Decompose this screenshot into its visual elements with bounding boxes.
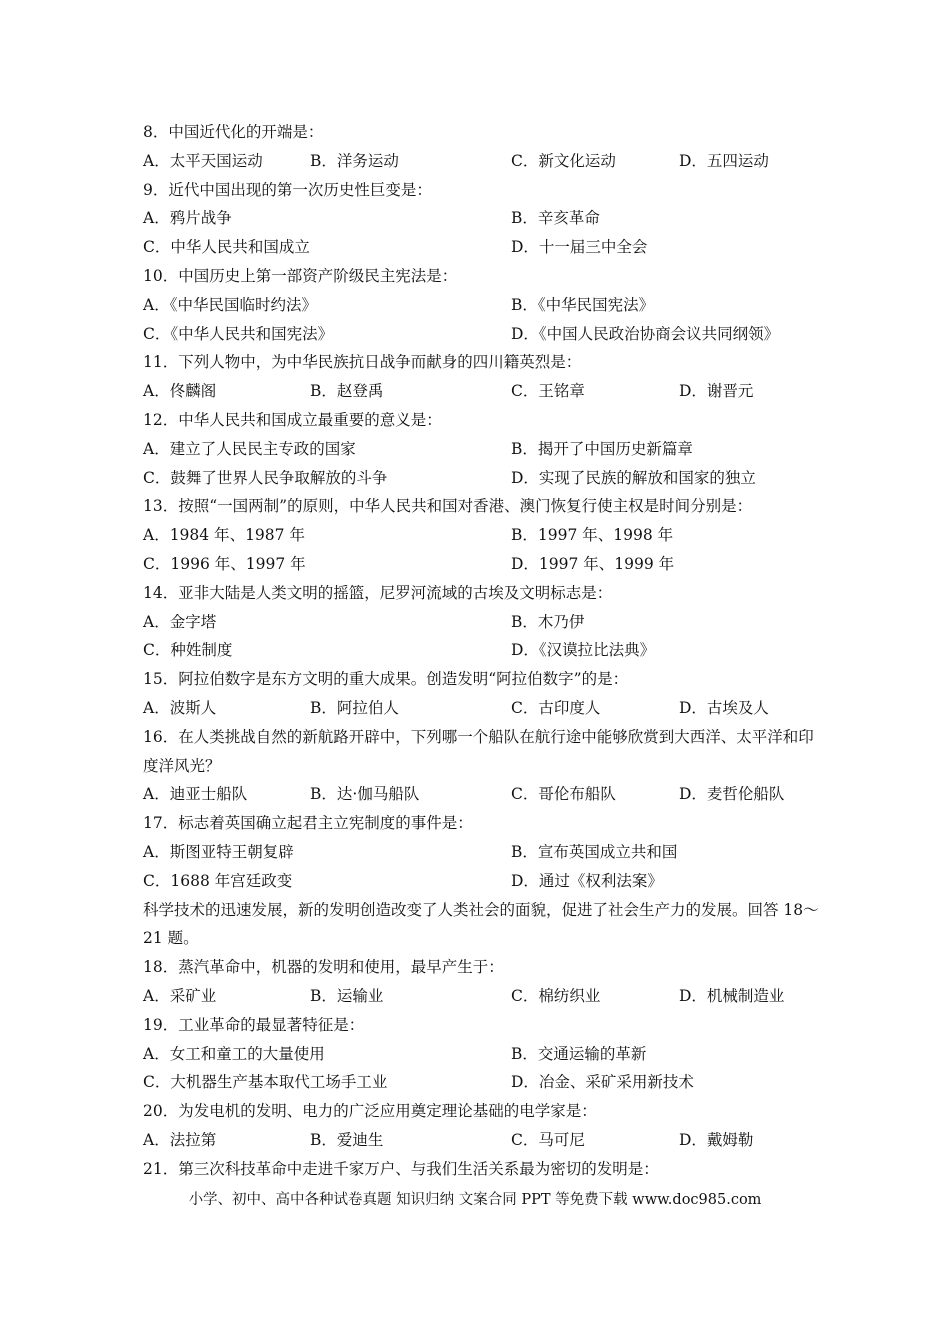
answer-option: B．阿拉伯人 bbox=[310, 698, 399, 717]
question-stem: 18．蒸汽革命中，机器的发明和使用，最早产生于： bbox=[143, 958, 504, 977]
answer-option: D．《汉谟拉比法典》 bbox=[511, 641, 656, 660]
answer-option: D．谢晋元 bbox=[679, 382, 754, 401]
options-row bbox=[143, 694, 823, 723]
answer-option: D．《中国人民政治协商会议共同纲领》 bbox=[511, 324, 780, 343]
question-stem: 16．在人类挑战自然的新航路开辟中，下列哪一个船队在航行途中能够欣赏到大西洋、太平洋和印度洋风光？ bbox=[143, 727, 814, 775]
answer-option: C．新文化运动 bbox=[511, 151, 616, 170]
answer-option: C．种姓制度 bbox=[143, 641, 233, 660]
answer-option: A．金字塔 bbox=[143, 612, 217, 631]
question-list bbox=[143, 118, 823, 1183]
options-row bbox=[143, 636, 823, 665]
question-stem: 12．中华人民共和国成立最重要的意义是： bbox=[143, 410, 442, 429]
answer-option: D．古埃及人 bbox=[679, 698, 769, 717]
answer-option: B．达·伽马船队 bbox=[310, 785, 420, 804]
answer-option: D．麦哲伦船队 bbox=[679, 785, 785, 804]
question-stem: 21．第三次科技革命中走进千家万户、与我们生活关系最为密切的发明是： bbox=[143, 1159, 659, 1178]
answer-option: A．斯图亚特王朝复辟 bbox=[143, 842, 294, 861]
options-row bbox=[143, 233, 823, 262]
options-row bbox=[143, 608, 823, 637]
question-stem: 8．中国近代化的开端是： bbox=[143, 123, 324, 141]
answer-option: C．哥伦布船队 bbox=[511, 785, 616, 804]
answer-option: B．爱迪生 bbox=[310, 1130, 384, 1149]
answer-option: D．机械制造业 bbox=[679, 986, 785, 1005]
answer-option: B．洋务运动 bbox=[310, 151, 399, 170]
answer-option: A．鸦片战争 bbox=[143, 209, 232, 228]
options-row bbox=[143, 838, 823, 867]
answer-option: A．女工和童工的大量使用 bbox=[143, 1044, 325, 1063]
answer-option: B．木乃伊 bbox=[511, 612, 585, 631]
question-stem: 20．为发电机的发明、电力的广泛应用奠定理论基础的电学家是： bbox=[143, 1102, 597, 1121]
options-row bbox=[143, 320, 823, 349]
answer-option: C．棉纺织业 bbox=[511, 986, 601, 1005]
options-row bbox=[143, 982, 823, 1011]
answer-option: B．《中华民国宪法》 bbox=[511, 295, 655, 314]
answer-option: C．中华人民共和国成立 bbox=[143, 238, 310, 257]
question-stem: 17．标志着英国确立起君主立宪制度的事件是： bbox=[143, 814, 473, 833]
options-row bbox=[143, 867, 823, 896]
answer-option: D．戴姆勒 bbox=[679, 1130, 754, 1149]
options-row bbox=[143, 147, 823, 176]
answer-option: C．王铭章 bbox=[511, 382, 585, 401]
answer-option: C．马可尼 bbox=[511, 1130, 585, 1149]
question-stem: 15．阿拉伯数字是东方文明的重大成果。创造发明“阿拉伯数字”的是： bbox=[143, 670, 629, 689]
options-row bbox=[143, 291, 823, 320]
answer-option: B．交通运输的革新 bbox=[511, 1044, 647, 1063]
answer-option: A．法拉第 bbox=[143, 1130, 217, 1149]
answer-option: C．古印度人 bbox=[511, 698, 601, 717]
options-row bbox=[143, 377, 823, 406]
options-row bbox=[143, 780, 823, 809]
options-row bbox=[143, 435, 823, 464]
answer-option: A．波斯人 bbox=[143, 698, 217, 717]
question-stem: 10．中国历史上第一部资产阶级民主宪法是： bbox=[143, 266, 458, 285]
answer-option: A．迪亚士船队 bbox=[143, 785, 248, 804]
answer-option: D．冶金、采矿采用新技术 bbox=[511, 1073, 694, 1092]
question-stem: 14．亚非大陆是人类文明的摇篮，尼罗河流域的古埃及文明标志是： bbox=[143, 583, 613, 602]
answer-option: A．采矿业 bbox=[143, 986, 217, 1005]
answer-option: A．佟麟阁 bbox=[143, 382, 217, 401]
answer-option: B．赵登禹 bbox=[310, 382, 384, 401]
options-row bbox=[143, 464, 823, 493]
question-stem: 13．按照“一国两制”的原则，中华人民共和国对香港、澳门恢复行使主权是时间分别是： bbox=[143, 497, 753, 516]
question-stem: 9．近代中国出现的第一次历史性巨变是： bbox=[143, 180, 432, 199]
question-stem: 科学技术的迅速发展，新的发明创造改变了人类社会的面貌，促进了社会生产力的发展。回答 18～21 题。 bbox=[143, 900, 819, 948]
question-stem: 11．下列人物中，为中华民族抗日战争而献身的四川籍英烈是： bbox=[143, 353, 582, 372]
answer-option: C．1996 年、1997 年 bbox=[143, 554, 306, 573]
answer-option: D．通过《权利法案》 bbox=[511, 871, 663, 890]
question-stem: 19．工业革命的最显著特征是： bbox=[143, 1015, 365, 1034]
answer-option: B．宣布英国成立共和国 bbox=[511, 842, 678, 861]
answer-option: C．1688 年宫廷政变 bbox=[143, 871, 293, 890]
answer-option: A．《中华民国临时约法》 bbox=[143, 295, 317, 314]
options-row bbox=[143, 521, 823, 550]
options-row bbox=[143, 1068, 823, 1097]
answer-option: D．1997 年、1999 年 bbox=[511, 554, 675, 573]
answer-option: D．实现了民族的解放和国家的独立 bbox=[511, 468, 756, 487]
answer-option: C．大机器生产基本取代工场手工业 bbox=[143, 1073, 388, 1092]
answer-option: C．《中华人民共和国宪法》 bbox=[143, 324, 334, 343]
answer-option: B．揭开了中国历史新篇章 bbox=[511, 439, 693, 458]
options-row bbox=[143, 1040, 823, 1069]
options-row bbox=[143, 204, 823, 233]
answer-option: A．建立了人民民主专政的国家 bbox=[143, 439, 356, 458]
options-row bbox=[143, 550, 823, 579]
answer-option: D．五四运动 bbox=[679, 151, 769, 170]
answer-option: A．1984 年、1987 年 bbox=[143, 526, 305, 545]
answer-option: B．运输业 bbox=[310, 986, 384, 1005]
answer-option: C．鼓舞了世界人民争取解放的斗争 bbox=[143, 468, 388, 487]
options-row bbox=[143, 1126, 823, 1155]
page-footer: 小学、初中、高中各种试卷真题 知识归纳 文案合同 PPT 等免费下载 www.doc985.com bbox=[188, 1192, 762, 1208]
answer-option: D．十一届三中全会 bbox=[511, 238, 648, 257]
answer-option: B．辛亥革命 bbox=[511, 209, 600, 228]
answer-option: A．太平天国运动 bbox=[143, 151, 263, 170]
answer-option: B．1997 年、1998 年 bbox=[511, 526, 674, 545]
